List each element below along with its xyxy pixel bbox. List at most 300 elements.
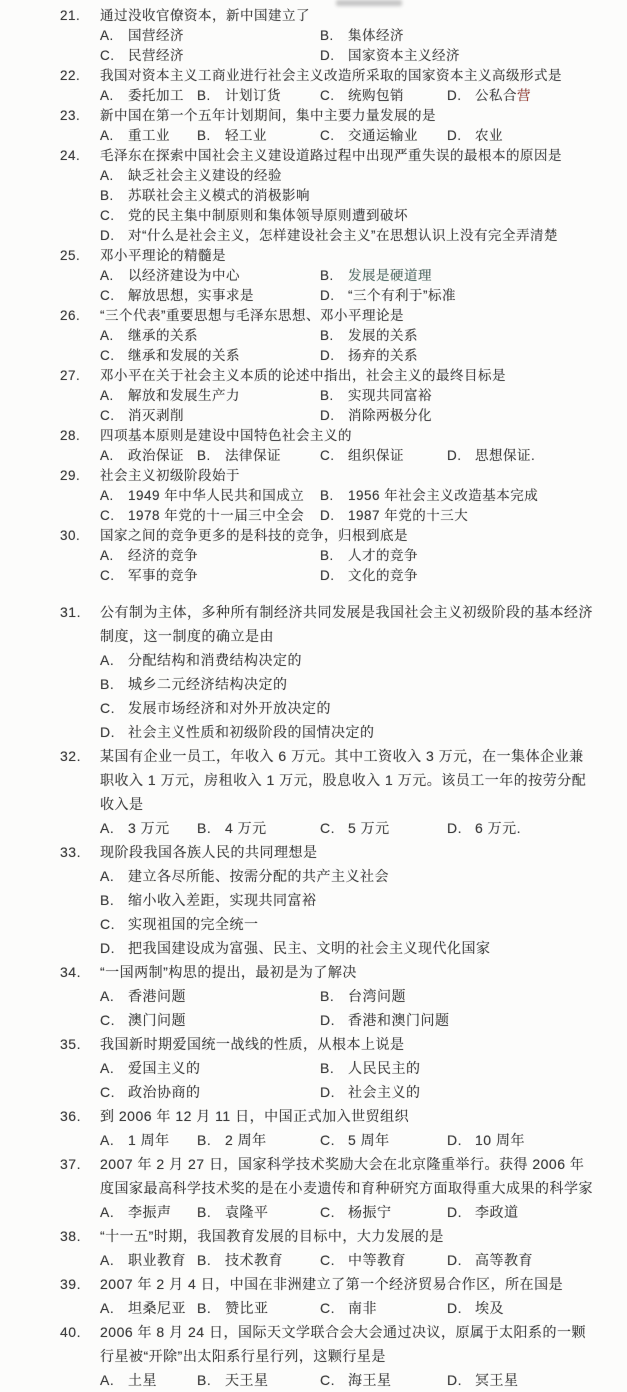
option-item bbox=[100, 816, 197, 840]
option-text: 缩小收入差距，实现共同富裕 bbox=[128, 892, 317, 908]
option-item bbox=[320, 326, 595, 346]
question-item bbox=[60, 366, 595, 426]
option-item bbox=[320, 506, 595, 526]
question-text: 邓小平理论的精髓是 bbox=[100, 248, 226, 263]
option-text: 杨振宁 bbox=[348, 1204, 392, 1220]
option-text-highlight: 营 bbox=[517, 88, 531, 103]
question-number: 38. bbox=[60, 1228, 81, 1244]
option-item bbox=[197, 1128, 320, 1152]
option-item bbox=[320, 1248, 447, 1272]
option-text: 10 周年 bbox=[475, 1132, 525, 1148]
option-text: 法律保证 bbox=[225, 448, 281, 463]
option-item bbox=[320, 126, 447, 146]
option-text: 公私合营 bbox=[475, 88, 531, 103]
option-item bbox=[447, 816, 595, 840]
question-number: 25. bbox=[60, 248, 81, 263]
option-text: 发展市场经济和对外开放决定的 bbox=[128, 700, 331, 716]
option-label: D. bbox=[320, 508, 335, 523]
options-group bbox=[100, 1200, 595, 1224]
question-number: 32. bbox=[60, 748, 81, 764]
option-item bbox=[197, 1248, 320, 1272]
option-label: C. bbox=[320, 1204, 335, 1220]
option-text: 苏联社会主义模式的消极影响 bbox=[128, 188, 310, 203]
question-text: 现阶段我国各族人民的共同理想是 bbox=[100, 844, 318, 860]
option-text: 技术教育 bbox=[225, 1252, 283, 1268]
option-label: D. bbox=[320, 48, 335, 63]
option-label: C. bbox=[100, 208, 115, 223]
question-number: 29. bbox=[60, 468, 81, 483]
question-stem bbox=[60, 1272, 595, 1296]
page-top-cut-text bbox=[336, 0, 402, 6]
option-text: 1 周年 bbox=[128, 1132, 170, 1148]
option-item bbox=[100, 126, 197, 146]
option-text: 交通运输业 bbox=[348, 128, 418, 143]
option-text: 计划订货 bbox=[225, 88, 281, 103]
question-item bbox=[60, 600, 595, 744]
options-group bbox=[100, 26, 595, 66]
option-item bbox=[320, 984, 595, 1008]
option-item bbox=[320, 386, 595, 406]
question-text: 2007 年 2 月 27 日，国家科学技术奖励大会在北京隆重举行。获得 2006 年度国家最高科学技术奖的是在小麦遗传和育种研究方面取得重大成果的科学家 bbox=[100, 1156, 593, 1196]
option-label: B. bbox=[320, 268, 334, 283]
option-item bbox=[100, 46, 320, 66]
option-item bbox=[100, 266, 320, 286]
option-text: 6 万元. bbox=[475, 820, 522, 836]
option-label: D. bbox=[320, 568, 335, 583]
option-text: 农业 bbox=[475, 128, 503, 143]
option-item bbox=[320, 86, 447, 106]
option-text: 扬弃的关系 bbox=[348, 348, 418, 363]
question-number: 24. bbox=[60, 148, 81, 163]
option-label: A. bbox=[100, 168, 114, 183]
option-label: A. bbox=[100, 1132, 115, 1148]
question-text: 国家之间的竞争更多的是科技的竞争，归根到底是 bbox=[100, 528, 408, 543]
option-item bbox=[100, 206, 595, 226]
option-item bbox=[447, 1128, 595, 1152]
question-item bbox=[60, 426, 595, 466]
option-item bbox=[100, 566, 320, 586]
question-item bbox=[60, 526, 595, 586]
option-label: B. bbox=[197, 88, 211, 103]
question-number: 22. bbox=[60, 68, 81, 83]
question-stem bbox=[60, 106, 595, 126]
option-label: A. bbox=[100, 820, 115, 836]
option-label: C. bbox=[320, 88, 335, 103]
question-number: 23. bbox=[60, 108, 81, 123]
option-text: 分配结构和消费结构决定的 bbox=[128, 652, 302, 668]
option-label: B. bbox=[320, 1060, 335, 1076]
options-group bbox=[100, 984, 595, 1032]
option-label: B. bbox=[100, 676, 115, 692]
option-text: 统购包销 bbox=[348, 88, 404, 103]
question-text: 邓小平在关于社会主义本质的论述中指出，社会主义的最终目标是 bbox=[100, 368, 506, 383]
option-label: D. bbox=[320, 1012, 335, 1028]
option-text: 1956 年社会主义改造基本完成 bbox=[348, 488, 539, 503]
option-label: A. bbox=[100, 488, 114, 503]
option-label: C. bbox=[320, 1132, 335, 1148]
question-item bbox=[60, 146, 595, 246]
option-label: D. bbox=[100, 228, 115, 243]
option-text: 军事的竞争 bbox=[128, 568, 198, 583]
question-text: 2006 年 8 月 24 日，国际天文学联合会大会通过决议，原属于太阳系的一颗行星被“开除”出太阳系行星行列，这颗行星是 bbox=[100, 1324, 586, 1364]
option-text: 埃及 bbox=[475, 1300, 504, 1316]
question-text: 社会主义初级阶段始于 bbox=[100, 468, 240, 483]
option-item bbox=[447, 446, 595, 466]
option-item bbox=[100, 984, 320, 1008]
question-text: 某国有企业一员工，年收入 6 万元。其中工资收入 3 万元，在一集体企业兼职收入 1 万元，房租收入 1 万元，股息收入 1 万元。该员工一年的按劳分配收入是 bbox=[100, 748, 587, 812]
option-item bbox=[447, 86, 595, 106]
question-stem bbox=[60, 1032, 595, 1056]
option-label: D. bbox=[447, 88, 462, 103]
option-label: A. bbox=[100, 1060, 115, 1076]
option-item bbox=[100, 1368, 197, 1392]
question-stem bbox=[60, 426, 595, 446]
options-group bbox=[100, 1248, 595, 1272]
option-label: B. bbox=[320, 988, 335, 1004]
option-item bbox=[320, 266, 595, 286]
option-text: 集体经济 bbox=[348, 28, 404, 43]
question-text: “三个代表”重要思想与毛泽东思想、邓小平理论是 bbox=[100, 308, 404, 323]
option-text: 1949 年中华人民共和国成立 bbox=[128, 488, 305, 503]
option-label: A. bbox=[100, 88, 114, 103]
option-label: A. bbox=[100, 1372, 115, 1388]
option-item bbox=[197, 1296, 320, 1320]
option-label: A. bbox=[100, 548, 114, 563]
option-label: B. bbox=[100, 188, 114, 203]
option-label: D. bbox=[320, 348, 335, 363]
question-item bbox=[60, 960, 595, 1032]
option-item bbox=[320, 1128, 447, 1152]
option-text: 李振声 bbox=[128, 1204, 172, 1220]
option-label: D. bbox=[447, 128, 462, 143]
option-text: 以经济建设为中心 bbox=[128, 268, 240, 283]
option-text: 重工业 bbox=[128, 128, 170, 143]
option-item bbox=[320, 446, 447, 466]
option-item bbox=[100, 1248, 197, 1272]
question-number: 39. bbox=[60, 1276, 81, 1292]
option-item bbox=[100, 286, 320, 306]
option-text: 政治保证 bbox=[128, 448, 184, 463]
option-item bbox=[100, 86, 197, 106]
option-text: 天王星 bbox=[225, 1372, 269, 1388]
question-stem bbox=[60, 526, 595, 546]
option-text: 社会主义性质和初级阶段的国情决定的 bbox=[128, 724, 375, 740]
question-text: 我国对资本主义工商业进行社会主义改造所采取的国家资本主义高级形式是 bbox=[100, 68, 562, 83]
option-item bbox=[100, 1056, 320, 1080]
option-text: 经济的竞争 bbox=[128, 548, 198, 563]
option-label: D. bbox=[447, 1372, 462, 1388]
question-text: 公有制为主体，多种所有制经济共同发展是我国社会主义初级阶段的基本经济制度，这一制度的确立是由 bbox=[100, 604, 593, 644]
options-group bbox=[100, 816, 595, 840]
option-item bbox=[320, 566, 595, 586]
option-text: 政治协商的 bbox=[128, 1084, 201, 1100]
option-item bbox=[320, 1056, 595, 1080]
option-text: 对“什么是社会主义，怎样建设社会主义”在思想认识上没有完全弄清楚 bbox=[128, 228, 558, 243]
option-item bbox=[100, 1296, 197, 1320]
question-number: 30. bbox=[60, 528, 81, 543]
option-text: 发展的关系 bbox=[348, 328, 418, 343]
option-label: C. bbox=[100, 916, 115, 932]
question-item bbox=[60, 1032, 595, 1104]
option-label: B. bbox=[197, 1204, 212, 1220]
option-item bbox=[100, 672, 595, 696]
question-stem bbox=[60, 466, 595, 486]
option-item bbox=[100, 26, 320, 46]
question-stem bbox=[60, 1104, 595, 1128]
question-stem bbox=[60, 600, 595, 648]
option-label: D. bbox=[100, 724, 115, 740]
option-label: A. bbox=[100, 868, 115, 884]
option-item bbox=[100, 386, 320, 406]
option-label: D. bbox=[447, 1204, 462, 1220]
option-text: 实现祖国的完全统一 bbox=[128, 916, 259, 932]
question-number: 37. bbox=[60, 1156, 81, 1172]
option-item bbox=[320, 486, 595, 506]
question-number: 26. bbox=[60, 308, 81, 323]
question-number: 28. bbox=[60, 428, 81, 443]
options-group bbox=[100, 1056, 595, 1104]
option-text: 台湾问题 bbox=[348, 988, 406, 1004]
question-number: 21. bbox=[60, 8, 81, 23]
options-group bbox=[100, 486, 595, 526]
option-label: A. bbox=[100, 328, 114, 343]
option-item bbox=[320, 1368, 447, 1392]
question-text: 到 2006 年 12 月 11 日，中国正式加入世贸组织 bbox=[100, 1108, 410, 1124]
option-label: C. bbox=[320, 128, 335, 143]
question-stem bbox=[60, 1320, 595, 1368]
option-text: 建立各尽所能、按需分配的共产主义社会 bbox=[128, 868, 389, 884]
option-label: D. bbox=[320, 1084, 335, 1100]
option-item bbox=[100, 648, 595, 672]
option-text: 继承的关系 bbox=[128, 328, 198, 343]
options-group bbox=[100, 86, 595, 106]
question-stem bbox=[60, 1224, 595, 1248]
options-group bbox=[100, 1368, 595, 1392]
option-item bbox=[197, 1368, 320, 1392]
option-item bbox=[100, 186, 595, 206]
options-group bbox=[100, 126, 595, 146]
option-text: 委托加工 bbox=[128, 88, 184, 103]
option-text: 社会主义的 bbox=[348, 1084, 421, 1100]
question-number: 40. bbox=[60, 1324, 81, 1340]
option-item bbox=[100, 912, 595, 936]
option-text: “三个有利于”标准 bbox=[348, 288, 456, 303]
option-item bbox=[100, 346, 320, 366]
option-item bbox=[100, 446, 197, 466]
question-number: 34. bbox=[60, 964, 81, 980]
option-text: 3 万元 bbox=[128, 820, 170, 836]
question-section-1 bbox=[60, 6, 595, 586]
option-text: 党的民主集中制原则和集体领导原则遭到破坏 bbox=[128, 208, 408, 223]
options-group bbox=[100, 864, 595, 960]
question-item bbox=[60, 1320, 595, 1392]
option-text: 职业教育 bbox=[128, 1252, 186, 1268]
question-stem bbox=[60, 306, 595, 326]
option-text: 5 万元 bbox=[348, 820, 390, 836]
option-item bbox=[100, 864, 595, 888]
options-group bbox=[100, 166, 595, 246]
question-item bbox=[60, 1104, 595, 1152]
question-stem bbox=[60, 1152, 595, 1200]
option-item bbox=[447, 1248, 595, 1272]
options-group bbox=[100, 546, 595, 586]
option-label: C. bbox=[320, 820, 335, 836]
option-text: 国家资本主义经济 bbox=[348, 48, 460, 63]
question-stem bbox=[60, 6, 595, 26]
option-text: 冥王星 bbox=[475, 1372, 519, 1388]
question-text: 毛泽东在探索中国社会主义建设道路过程中出现严重失误的最根本的原因是 bbox=[100, 148, 562, 163]
option-text: 城乡二元经济结构决定的 bbox=[128, 676, 288, 692]
option-item bbox=[320, 286, 595, 306]
option-label: B. bbox=[197, 448, 211, 463]
option-text: 高等教育 bbox=[475, 1252, 533, 1268]
question-item bbox=[60, 1224, 595, 1272]
option-item bbox=[100, 888, 595, 912]
option-label: C. bbox=[100, 48, 115, 63]
option-item bbox=[100, 506, 320, 526]
option-label: A. bbox=[100, 128, 114, 143]
option-text: 解放思想，实事求是 bbox=[128, 288, 254, 303]
option-label: B. bbox=[320, 548, 334, 563]
option-label: A. bbox=[100, 448, 114, 463]
option-text: 土星 bbox=[128, 1372, 157, 1388]
option-item bbox=[320, 1296, 447, 1320]
option-text: 5 周年 bbox=[348, 1132, 390, 1148]
option-label: C. bbox=[100, 1012, 115, 1028]
option-item bbox=[320, 346, 595, 366]
option-label: C. bbox=[100, 508, 115, 523]
question-item bbox=[60, 466, 595, 526]
option-item bbox=[100, 696, 595, 720]
question-stem bbox=[60, 744, 595, 816]
question-number: 31. bbox=[60, 604, 81, 620]
option-label: D. bbox=[320, 408, 335, 423]
option-label: B. bbox=[197, 1372, 212, 1388]
question-item bbox=[60, 1152, 595, 1224]
option-text: 民营经济 bbox=[128, 48, 184, 63]
option-text: 香港问题 bbox=[128, 988, 186, 1004]
option-text: 中等教育 bbox=[348, 1252, 406, 1268]
option-label: B. bbox=[197, 1252, 212, 1268]
option-text: 爱国主义的 bbox=[128, 1060, 201, 1076]
option-label: D. bbox=[447, 448, 462, 463]
option-text: 轻工业 bbox=[225, 128, 267, 143]
option-label: A. bbox=[100, 988, 115, 1004]
option-label: B. bbox=[320, 28, 334, 43]
question-stem bbox=[60, 960, 595, 984]
option-label: D. bbox=[447, 820, 462, 836]
option-item bbox=[320, 1200, 447, 1224]
option-text: 人民民主的 bbox=[348, 1060, 421, 1076]
option-item bbox=[447, 1368, 595, 1392]
options-group bbox=[100, 386, 595, 426]
option-text: 消除两极分化 bbox=[348, 408, 432, 423]
option-item bbox=[100, 1080, 320, 1104]
option-text: 香港和澳门问题 bbox=[348, 1012, 450, 1028]
option-text: 把我国建设成为富强、民主、文明的社会主义现代化国家 bbox=[128, 940, 491, 956]
question-section-2 bbox=[60, 600, 595, 1392]
options-group bbox=[100, 266, 595, 306]
option-label: A. bbox=[100, 388, 114, 403]
option-label: C. bbox=[100, 1084, 115, 1100]
option-item bbox=[447, 1296, 595, 1320]
option-item bbox=[100, 226, 595, 246]
option-item bbox=[447, 126, 595, 146]
option-text: 赞比亚 bbox=[225, 1300, 269, 1316]
option-item bbox=[320, 46, 595, 66]
option-item bbox=[320, 1008, 595, 1032]
option-item bbox=[197, 126, 320, 146]
question-item bbox=[60, 1272, 595, 1320]
option-label: D. bbox=[447, 1300, 462, 1316]
option-item bbox=[100, 1008, 320, 1032]
question-text: 通过没收官僚资本，新中国建立了 bbox=[100, 8, 310, 23]
question-text: 我国新时期爱国统一战线的性质，从根本上说是 bbox=[100, 1036, 405, 1052]
option-label: C. bbox=[100, 348, 115, 363]
option-item bbox=[100, 1200, 197, 1224]
option-label: C. bbox=[100, 568, 115, 583]
question-stem bbox=[60, 366, 595, 386]
option-text: 解放和发展生产力 bbox=[128, 388, 240, 403]
option-item bbox=[100, 720, 595, 744]
option-item bbox=[197, 816, 320, 840]
question-item bbox=[60, 744, 595, 840]
option-text: 国营经济 bbox=[128, 28, 184, 43]
question-text: 2007 年 2 月 4 日，中国在非洲建立了第一个经济贸易合作区，所在国是 bbox=[100, 1276, 564, 1292]
option-item bbox=[320, 1080, 595, 1104]
option-text: 人才的竞争 bbox=[348, 548, 418, 563]
question-stem bbox=[60, 246, 595, 266]
question-item bbox=[60, 306, 595, 366]
option-label: B. bbox=[320, 388, 334, 403]
option-label: A. bbox=[100, 1252, 115, 1268]
option-text: 思想保证. bbox=[475, 448, 536, 463]
question-item bbox=[60, 840, 595, 960]
option-text: 消灭剥削 bbox=[128, 408, 184, 423]
option-text: 2 周年 bbox=[225, 1132, 267, 1148]
option-label: D. bbox=[447, 1252, 462, 1268]
option-item bbox=[320, 26, 595, 46]
question-item bbox=[60, 66, 595, 106]
option-text: 海王星 bbox=[348, 1372, 392, 1388]
option-text: 袁隆平 bbox=[225, 1204, 269, 1220]
question-number: 36. bbox=[60, 1108, 81, 1124]
option-text: 1978 年党的十一届三中全会 bbox=[128, 508, 305, 523]
question-text: 新中国在第一个五年计划期间，集中主要力量发展的是 bbox=[100, 108, 436, 123]
question-number: 35. bbox=[60, 1036, 81, 1052]
option-label: A. bbox=[100, 1300, 115, 1316]
option-text: 李政道 bbox=[475, 1204, 519, 1220]
option-item bbox=[100, 486, 320, 506]
question-stem bbox=[60, 146, 595, 166]
option-label: B. bbox=[320, 488, 334, 503]
option-item bbox=[100, 936, 595, 960]
question-text: “一国两制”构思的提出，最初是为了解决 bbox=[100, 964, 357, 980]
options-group bbox=[100, 1296, 595, 1320]
option-label: A. bbox=[100, 28, 114, 43]
option-item bbox=[100, 546, 320, 566]
question-item bbox=[60, 106, 595, 146]
option-label: C. bbox=[320, 448, 335, 463]
option-label: C. bbox=[320, 1372, 335, 1388]
question-number: 33. bbox=[60, 844, 81, 860]
option-label: D. bbox=[320, 288, 335, 303]
option-label: B. bbox=[197, 128, 211, 143]
options-group bbox=[100, 648, 595, 744]
options-group bbox=[100, 326, 595, 366]
option-text: 澳门问题 bbox=[128, 1012, 186, 1028]
options-group bbox=[100, 446, 595, 466]
